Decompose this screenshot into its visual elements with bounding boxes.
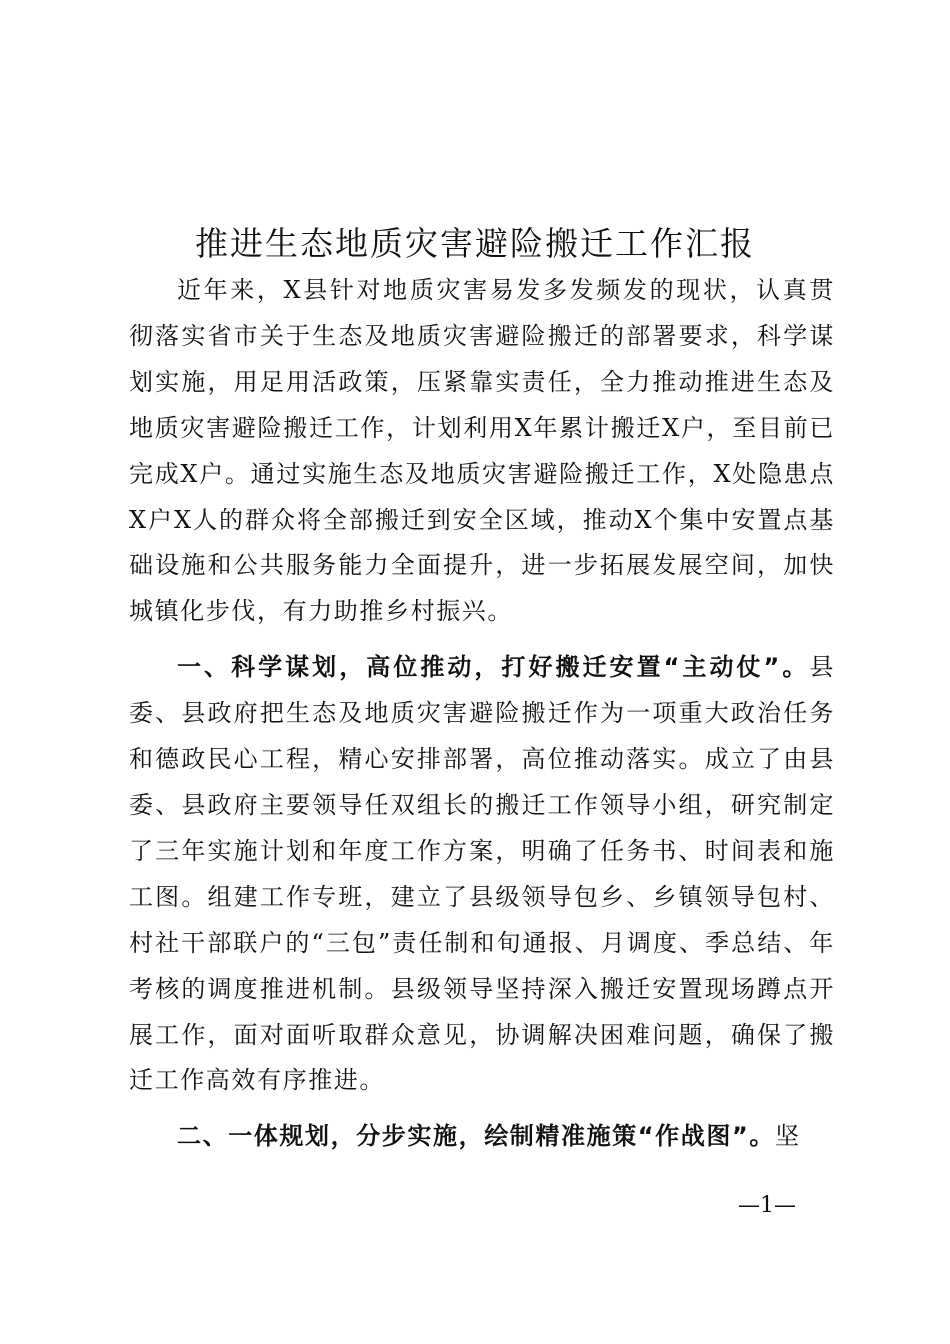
document-body (129, 268, 835, 1160)
section-2-text: 坚 (774, 1122, 801, 1151)
intro-paragraph: 近年来，X县针对地质灾害易发多发频发的现状，认真贯彻落实省市关于生态及地质灾害避险搬迁的部署要求，科学谋划实施，用足用活政策，压紧靠实责任，全力推动推进生态及地质灾害避险搬迁工作，计划利用X年累计搬迁X户，至目前已完成X户。通过实施生态及地质灾害避险搬迁工作，X处隐患点X户X人的群众将全部搬迁到安全区域，推动X个集中安置点基础设施和公共服务能力全面提升，进一步拓展发展空间，加快城镇化步伐，有力助推乡村振兴。 (129, 276, 835, 626)
page-number: —1— (738, 1193, 796, 1218)
section-1-paragraph (129, 645, 835, 1104)
section-2-paragraph (129, 1114, 835, 1160)
document-title: 推进生态地质灾害避险搬迁工作汇报 (195, 224, 755, 263)
section-2-heading: 二、一体规划，分步实施，绘制精准施策“作战图”。 (177, 1122, 775, 1151)
section-1-text: 县委、县政府把生态及地质灾害避险搬迁作为一项重大政治任务和德政民心工程，精心安排部署，高位推动落实。成立了由县委、县政府主要领导任双组长的搬迁工作领导小组，研究制定了三年实施计划和年度工作方案，明确了任务书、时间表和施工图。组建工作专班，建立了县级领导包乡、乡镇领导包村、村社干部联户的“三包”责任制和旬通报、月调度、季总结、年考核的调度推进机制。县级领导坚持深入搬迁安置现场蹲点开展工作，面对面听取群众意见，协调解决困难问题，确保了搬迁工作高效有序推进。 (129, 653, 835, 1095)
section-1-heading: 一、科学谋划，高位推动，打好搬迁安置“主动仗”。 (177, 653, 810, 682)
